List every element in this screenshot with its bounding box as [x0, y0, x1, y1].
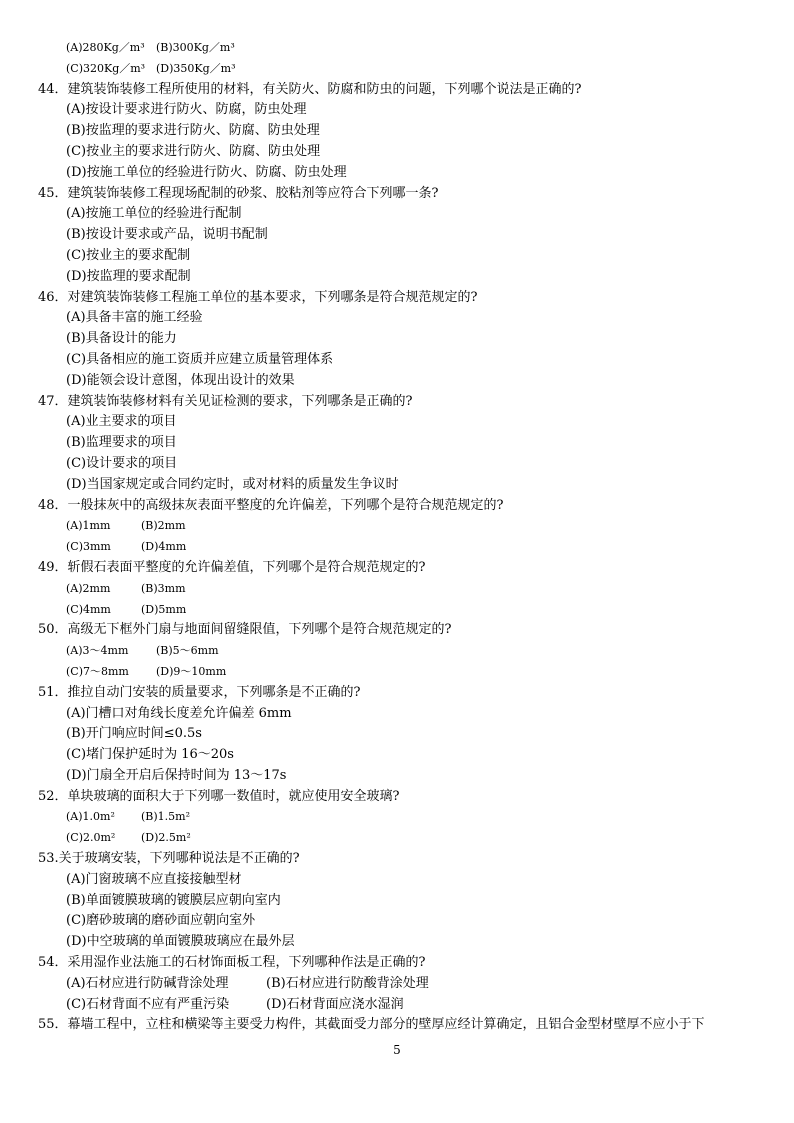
answer-option: (C)石材背面不应有严重污染 [66, 996, 230, 1012]
answer-option: (C)320Kg／m³ [66, 61, 146, 75]
answer-option: (B)按设计要求或产品，说明书配制 [66, 227, 268, 243]
page-number: 5 [393, 1043, 401, 1057]
answer-option: (C)7～8mm [66, 664, 129, 678]
answer-option-pair [38, 662, 768, 683]
answer-option-pair [38, 38, 768, 59]
answer-option: (A)1.0m² [66, 810, 115, 824]
answer-option: (A)业主要求的项目 [66, 414, 177, 430]
question-list [38, 38, 768, 1036]
question-text: 51．推拉自动门安装的质量要求，下列哪条是不正确的? [38, 684, 361, 700]
question-text: 54．采用湿作业法施工的石材饰面板工程，下列哪种作法是正确的? [38, 955, 426, 971]
answer-option: (D)按监理的要求配制 [66, 268, 191, 284]
answer-option: (C)按业主的要求配制 [66, 247, 191, 263]
question-text: 55．幕墙工程中，立柱和横梁等主要受力构件，其截面受力部分的壁厚应经计算确定，且铝合金型材壁厚不应小于下 [38, 1017, 705, 1033]
answer-option: (B)300Kg／m³ [156, 41, 235, 54]
answer-option: (D)4mm [141, 540, 187, 554]
answer-option: (D)5mm [141, 602, 187, 616]
answer-option: (C)堵门保护延时为 16～20s [66, 747, 234, 763]
answer-option: (A)石材应进行防碱背涂处理 [66, 975, 229, 991]
answer-option-pair [38, 828, 768, 849]
answer-option-pair [38, 579, 768, 600]
answer-option: (D)门扇全开启后保持时间为 13～17s [66, 767, 287, 783]
answer-option-pair [38, 59, 768, 80]
answer-option: (C)具备相应的施工资质并应建立质量管理体系 [66, 351, 334, 367]
answer-option: (C)3mm [66, 540, 111, 554]
answer-option-pair [38, 600, 768, 621]
question-text: 50．高级无下框外门扇与地面间留缝限值，下列哪个是符合规范规定的? [38, 622, 452, 638]
question-text: 47．建筑装饰装修材料有关见证检测的要求，下列哪条是正确的? [38, 393, 413, 409]
answer-option: (D)2.5m² [141, 831, 191, 845]
answer-option: (A)具备丰富的施工经验 [66, 310, 203, 326]
answer-option: (B)监理要求的项目 [66, 435, 177, 451]
answer-option: (B)石材应进行防酸背涂处理 [266, 975, 429, 991]
question-text: 44．建筑装饰装修工程所使用的材料，有关防火、防腐和防虫的问题，下列哪个说法是正确的? [38, 81, 582, 97]
question-text: 52．单块玻璃的面积大于下列哪一数值时，就应使用安全玻璃? [38, 788, 400, 804]
answer-option: (A)280Kg／m³ [66, 41, 145, 54]
answer-option-pair [38, 516, 768, 537]
answer-option: (D)能领会设计意图，体现出设计的效果 [66, 372, 295, 388]
answer-option: (A)按施工单位的经验进行配制 [66, 206, 242, 222]
question-text: 49．斩假石表面平整度的允许偏差值，下列哪个是符合规范规定的? [38, 559, 426, 575]
answer-option: (B)1.5m² [141, 810, 191, 824]
answer-option: (C)4mm [66, 602, 111, 616]
answer-option: (B)开门响应时间≤0.5s [66, 726, 202, 742]
question-text: 53.关于玻璃安装，下列哪种说法是不正确的? [38, 851, 300, 867]
answer-option: (B)具备设计的能力 [66, 331, 177, 347]
answer-option: (C)按业主的要求进行防火、防腐、防虫处理 [66, 143, 321, 159]
answer-option: (D)按施工单位的经验进行防火、防腐、防虫处理 [66, 164, 347, 180]
answer-option: (A)门窗玻璃不应直接接触型材 [66, 871, 242, 887]
question-text: 48．一般抹灰中的高级抹灰表面平整度的允许偏差，下列哪个是符合规范规定的? [38, 497, 504, 513]
answer-option-pair [38, 807, 768, 828]
answer-option: (D)9～10mm [156, 664, 227, 678]
answer-option: (A)1mm [66, 519, 111, 533]
question-text: 46．对建筑装饰装修工程施工单位的基本要求，下列哪条是符合规范规定的? [38, 289, 478, 305]
answer-option: (D)石材背面应浇水湿润 [266, 996, 404, 1012]
answer-option-pair [38, 537, 768, 558]
answer-option: (A)门槽口对角线长度差允许偏差 6mm [66, 705, 292, 721]
answer-option: (B)2mm [141, 519, 186, 533]
answer-option: (D)350Kg／m³ [156, 61, 236, 75]
answer-option: (A)2mm [66, 581, 111, 595]
answer-option-pair [38, 995, 768, 1016]
answer-option: (C)2.0m² [66, 831, 116, 845]
answer-option-pair [38, 641, 768, 662]
answer-option: (D)当国家规定或合同约定时，或对材料的质量发生争议时 [66, 476, 399, 492]
answer-option: (D)中空玻璃的单面镀膜玻璃应在最外层 [66, 934, 295, 950]
answer-option: (C)磨砂玻璃的磨砂面应朝向室外 [66, 913, 256, 929]
answer-option: (B)按监理的要求进行防火、防腐、防虫处理 [66, 123, 320, 139]
question-text: 45．建筑装饰装修工程现场配制的砂浆、胶粘剂等应符合下列哪一条? [38, 185, 439, 201]
answer-option: (C)设计要求的项目 [66, 455, 178, 471]
answer-option: (B)3mm [141, 581, 186, 595]
answer-option-pair [38, 974, 768, 995]
answer-option: (A)按设计要求进行防火、防腐，防虫处理 [66, 102, 307, 118]
answer-option: (B)单面镀膜玻璃的镀膜层应朝向室内 [66, 892, 281, 908]
answer-option: (A)3～4mm [66, 644, 129, 658]
answer-option: (B)5～6mm [156, 644, 219, 658]
